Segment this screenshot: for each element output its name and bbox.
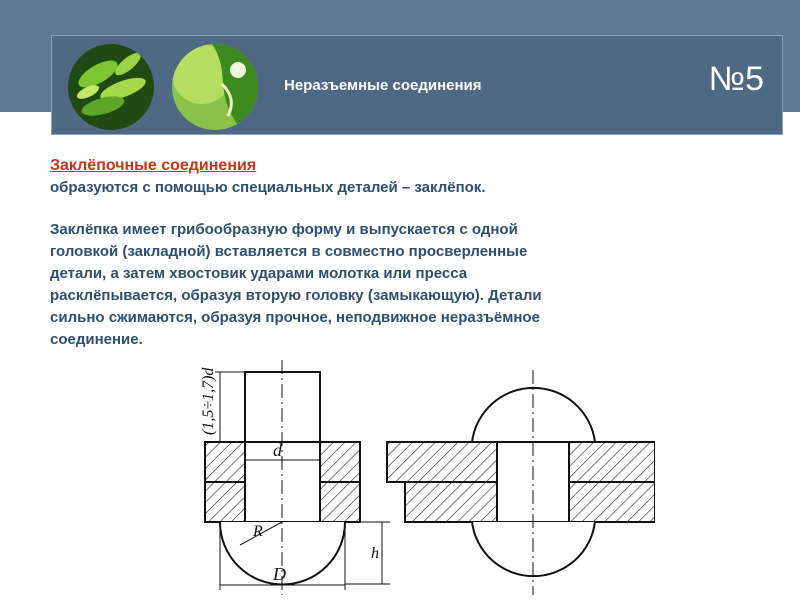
description-paragraph	[50, 219, 720, 351]
rivet-before-view	[205, 360, 390, 595]
paragraph-line: детали, а затем хвостовик ударами молотка или пресса	[50, 265, 468, 282]
leaf-photo-icon	[172, 44, 258, 130]
head-height-label: h	[371, 545, 379, 562]
content-text	[50, 155, 720, 351]
section-heading: Заклёпочные соединения	[50, 157, 257, 174]
paragraph-line: сильно сжимаются, образуя прочное, неподвижное неразъёмное	[50, 309, 540, 326]
header-title: Неразъемные соединения	[284, 77, 482, 94]
section-subheading: образуются с помощью специальных деталей – заклёпок.	[50, 179, 486, 196]
slide-number: №5	[708, 60, 764, 98]
paragraph-line: Заклёпка имеет грибообразную форму и выпускается с одной	[50, 221, 518, 238]
radius-label: R	[253, 523, 263, 540]
header-panel	[51, 35, 783, 135]
diameter-label: d	[273, 440, 282, 460]
paragraph-line: головкой (закладной) вставляется в совместно просверленные	[50, 243, 528, 260]
paragraph-line: соединение.	[50, 331, 143, 348]
head-diameter-label: D	[273, 564, 286, 584]
leaf-photo-icon	[68, 44, 154, 130]
paragraph-line: расклёпывается, образуя вторую головку (замыкающую). Детали	[50, 287, 542, 304]
height-formula-label: (1,5÷1,7)d	[200, 367, 217, 435]
rivet-drawing	[175, 340, 655, 600]
rivet-after-view	[387, 370, 655, 595]
